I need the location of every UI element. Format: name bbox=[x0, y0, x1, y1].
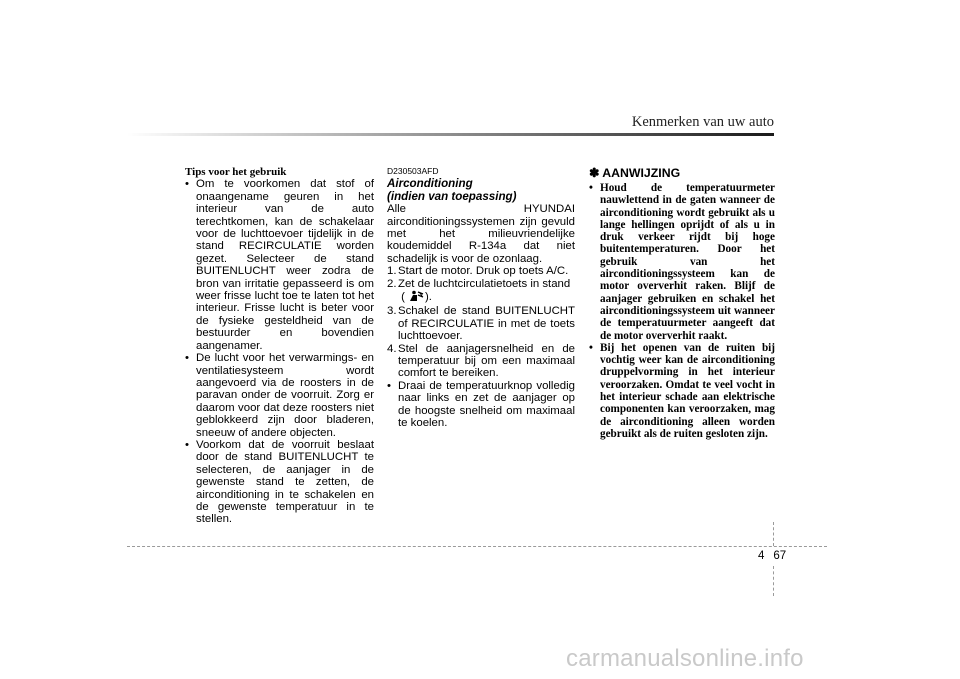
step-item: 2. Zet de luchtcirculatietoets in stand ( ). bbox=[387, 278, 575, 306]
section-title: Airconditioning bbox=[387, 177, 473, 190]
step-item: 4. Stel de aanjagersnelheid en de temperatuur bij om een maximaal comfort te bereiken. bbox=[387, 342, 575, 380]
section-subtitle: (indien van toepassing) bbox=[387, 189, 517, 203]
list-item: • Om te voorkomen dat stof of onaangename geuren in het interieur van de auto terechtkomen, kan de schakelaar voor de luchttoevoer tijdelijk in de stand RECIRCULATIE worden gezet. Selecteer de stand BUITENLUCHT weer zodra de bron van irritatie gepasseerd is om weer frisse lucht toe te laten tot het interieur. Frisse lucht is beter voor de fysieke gesteldheid van de bestuurder en bovendien aangenamer. bbox=[185, 178, 374, 352]
footer-vline-top bbox=[773, 522, 774, 546]
note-column bbox=[589, 166, 775, 440]
steps-list bbox=[387, 265, 575, 380]
step-item: 3. Schakel de stand BUITENLUCHT of RECIRCULATIE in met de toets luchttoevoer. bbox=[387, 305, 575, 343]
section-intro: Alle HYUNDAI airconditioningssystemen zijn gevuld met het milieuvriendelijke koudemiddel R-134a dat niet schadelijk is voor de ozonlaag. bbox=[387, 203, 575, 265]
list-item: • Draai de temperatuurknop volledig naar links en zet de aanjager op de hoogste snelheid om maximaal te koelen. bbox=[387, 380, 575, 430]
page-header-title: Kenmerken van uw auto bbox=[631, 114, 774, 130]
note-list bbox=[589, 182, 775, 440]
note-heading: ✽ AANWIJZING bbox=[589, 166, 681, 180]
footer-vline-bottom bbox=[773, 566, 774, 596]
footer-rule bbox=[127, 546, 827, 547]
section-code: D230503AFD bbox=[387, 166, 439, 176]
step-item: 1. Start de motor. Druk op toets A/C. bbox=[387, 265, 569, 278]
tips-title: Tips voor het gebruik bbox=[185, 166, 287, 178]
page-number: 4 67 bbox=[758, 550, 787, 562]
header-rule bbox=[127, 133, 774, 136]
list-item: • Houd de temperatuurmeter nauwlettend in de gaten wanneer de airconditioning wordt gebruikt als u lange hellingen oprijdt of als u in druk verkeer rijdt bij hoge buitentemperaturen. Door het gebruik van het airconditioningssysteem kan de motor oververhit raken. Blijf de aanjager gebruiken en schakel het airconditioningssysteem uit wanneer de temperatuurmeter aangeeft dat de motor oververhit raakt. bbox=[589, 182, 775, 342]
list-item: • De lucht voor het verwarmings- en ventilatiesysteem wordt aangevoerd via de roosters in de paravan onder de voorruit. Zorg er daarom voor dat deze roosters niet geblokkeerd zijn door bladeren, sneeuw of andere objecten. bbox=[185, 352, 374, 439]
tips-list bbox=[185, 178, 374, 525]
tips-column bbox=[185, 166, 374, 526]
list-item: • Voorkom dat de voorruit beslaat door de stand BUITENLUCHT te selecteren, de aanjager in de gewenste stand te zetten, de airconditioning in te schakelen en de gewenste temperatuur in te stellen. bbox=[185, 439, 374, 526]
aircon-column bbox=[387, 166, 575, 430]
list-item: • Bij het openen van de ruiten bij vochtig weer kan de airconditioning druppelvorming in het interieur veroorzaken. Omdat te veel vocht in het interieur schade aan elektrische componenten kan veroorzaken, mag de airconditioning alleen worden gebruikt als de ruiten gesloten zijn. bbox=[589, 342, 775, 440]
airflow-mode-icon bbox=[405, 290, 425, 305]
watermark: carmanualsonline.info bbox=[566, 645, 804, 672]
aircon-bullets bbox=[387, 380, 575, 430]
